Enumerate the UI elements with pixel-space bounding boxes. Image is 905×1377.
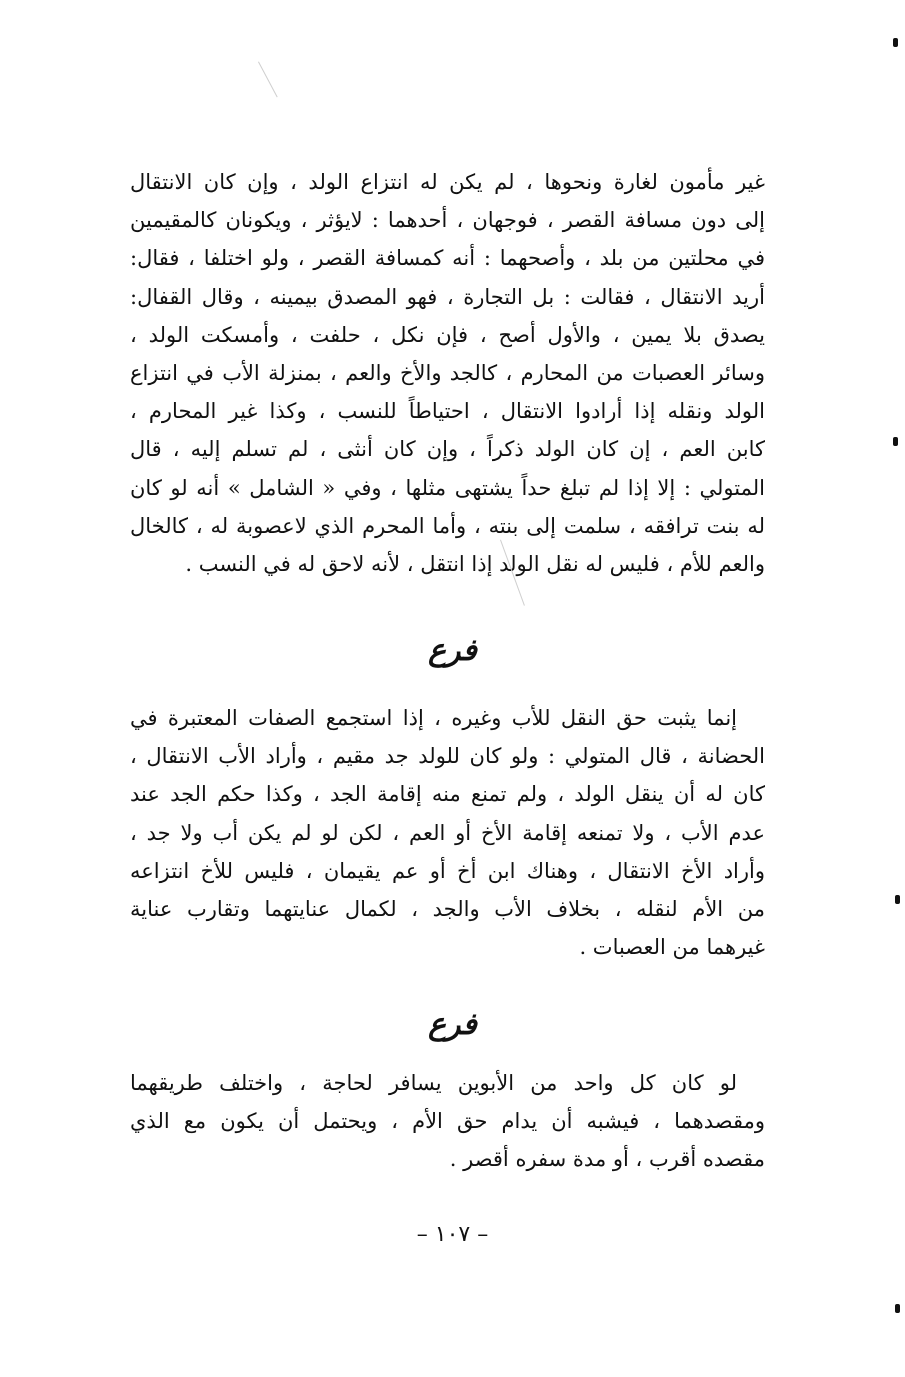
text-line: غير مأمون لغارة ونحوها ، لم يكن له انتزاع الولد ، وإن كان الانتقال bbox=[130, 170, 765, 194]
text-line: غيرهما من العصبات . bbox=[579, 935, 765, 960]
section-heading-far: فرع bbox=[428, 1007, 477, 1042]
paper-crease bbox=[258, 62, 278, 98]
text-line: وأراد الأخ الانتقال ، وهناك ابن أخ أو عم يقيمان ، فليس للأخ انتزاعه bbox=[130, 858, 765, 883]
section-heading-far: فرع bbox=[428, 633, 477, 668]
page-number: – ١٠٧ – bbox=[416, 1222, 489, 1247]
text-line: أريد الانتقال ، فقالت : بل التجارة ، فهو المصدق بيمينه ، وقال القفال: bbox=[130, 284, 765, 309]
text-line: الحضانة ، قال المتولي : ولو كان للولد جد مقيم ، وأراد الأب الانتقال ، bbox=[130, 744, 765, 769]
text-line: والعم للأم ، فليس له نقل الولد إذا انتقل ، لأنه لاحق له في النسب . bbox=[185, 552, 765, 577]
text-line: الولد ونقله إذا أرادوا الانتقال ، احتياطاً للنسب ، وكذا غير المحارم ، bbox=[130, 399, 765, 424]
paragraph-right-of-transfer bbox=[130, 699, 765, 966]
text-line: في محلتين من بلد ، وأصحهما : أنه كمسافة القصر ، ولو اختلفا ، فقال: bbox=[130, 246, 765, 271]
paragraph-custody-relocation bbox=[130, 163, 765, 583]
text-line: كان له أن ينقل الولد ، ولم تمنع منه إقامة الجد ، وكذا حكم الجد عند bbox=[130, 782, 765, 807]
scan-speck bbox=[895, 1304, 900, 1313]
scan-speck bbox=[893, 38, 898, 47]
paragraph-both-parents-travel bbox=[130, 1064, 765, 1179]
text-line: له بنت ترافقه ، سلمت إلى بنته ، وأما المحرم الذي لاعصوبة له ، كالخال bbox=[130, 513, 765, 538]
text-line: وسائر العصبات من المحارم ، كالجد والأخ والعم ، بمنزلة الأب في انتزاع bbox=[130, 361, 765, 386]
scan-speck bbox=[893, 437, 898, 446]
text-line: من الأم لنقله ، بخلاف الأب والجد ، لكمال عنايتهما وتقارب عناية bbox=[130, 897, 765, 922]
text-line: عدم الأب ، ولا تمنعه إقامة الأخ أو العم ، لكن لو لم يكن أب ولا جد ، bbox=[130, 820, 765, 845]
text-line: المتولي : إلا إذا لم تبلغ حداً يشتهى مثلها ، وفي « الشامل » أنه لو كان bbox=[130, 475, 765, 500]
text-line: ومقصدهما ، فيشبه أن يدام حق الأم ، ويحتمل أن يكون مع الذي bbox=[130, 1109, 765, 1134]
text-line: إنما يثبت حق النقل للأب وغيره ، إذا استجمع الصفات المعتبرة في bbox=[130, 706, 737, 730]
text-line: إلى دون مسافة القصر ، فوجهان ، أحدهما : لايؤثر ، ويكونان كالمقيمين bbox=[130, 208, 765, 233]
text-line: لو كان كل واحد من الأبوين يسافر لحاجة ، واختلف طريقهما bbox=[130, 1071, 737, 1095]
text-line: يصدق بلا يمين ، والأول أصح ، فإن نكل ، حلفت ، وأمسكت الولد ، bbox=[130, 322, 765, 347]
text-line: كابن العم ، إن كان الولد ذكراً ، وإن كان أنثى ، لم تسلم إليه ، قال bbox=[130, 437, 765, 462]
scan-speck bbox=[895, 895, 900, 904]
text-line: مقصده أقرب ، أو مدة سفره أقصر . bbox=[449, 1147, 765, 1172]
